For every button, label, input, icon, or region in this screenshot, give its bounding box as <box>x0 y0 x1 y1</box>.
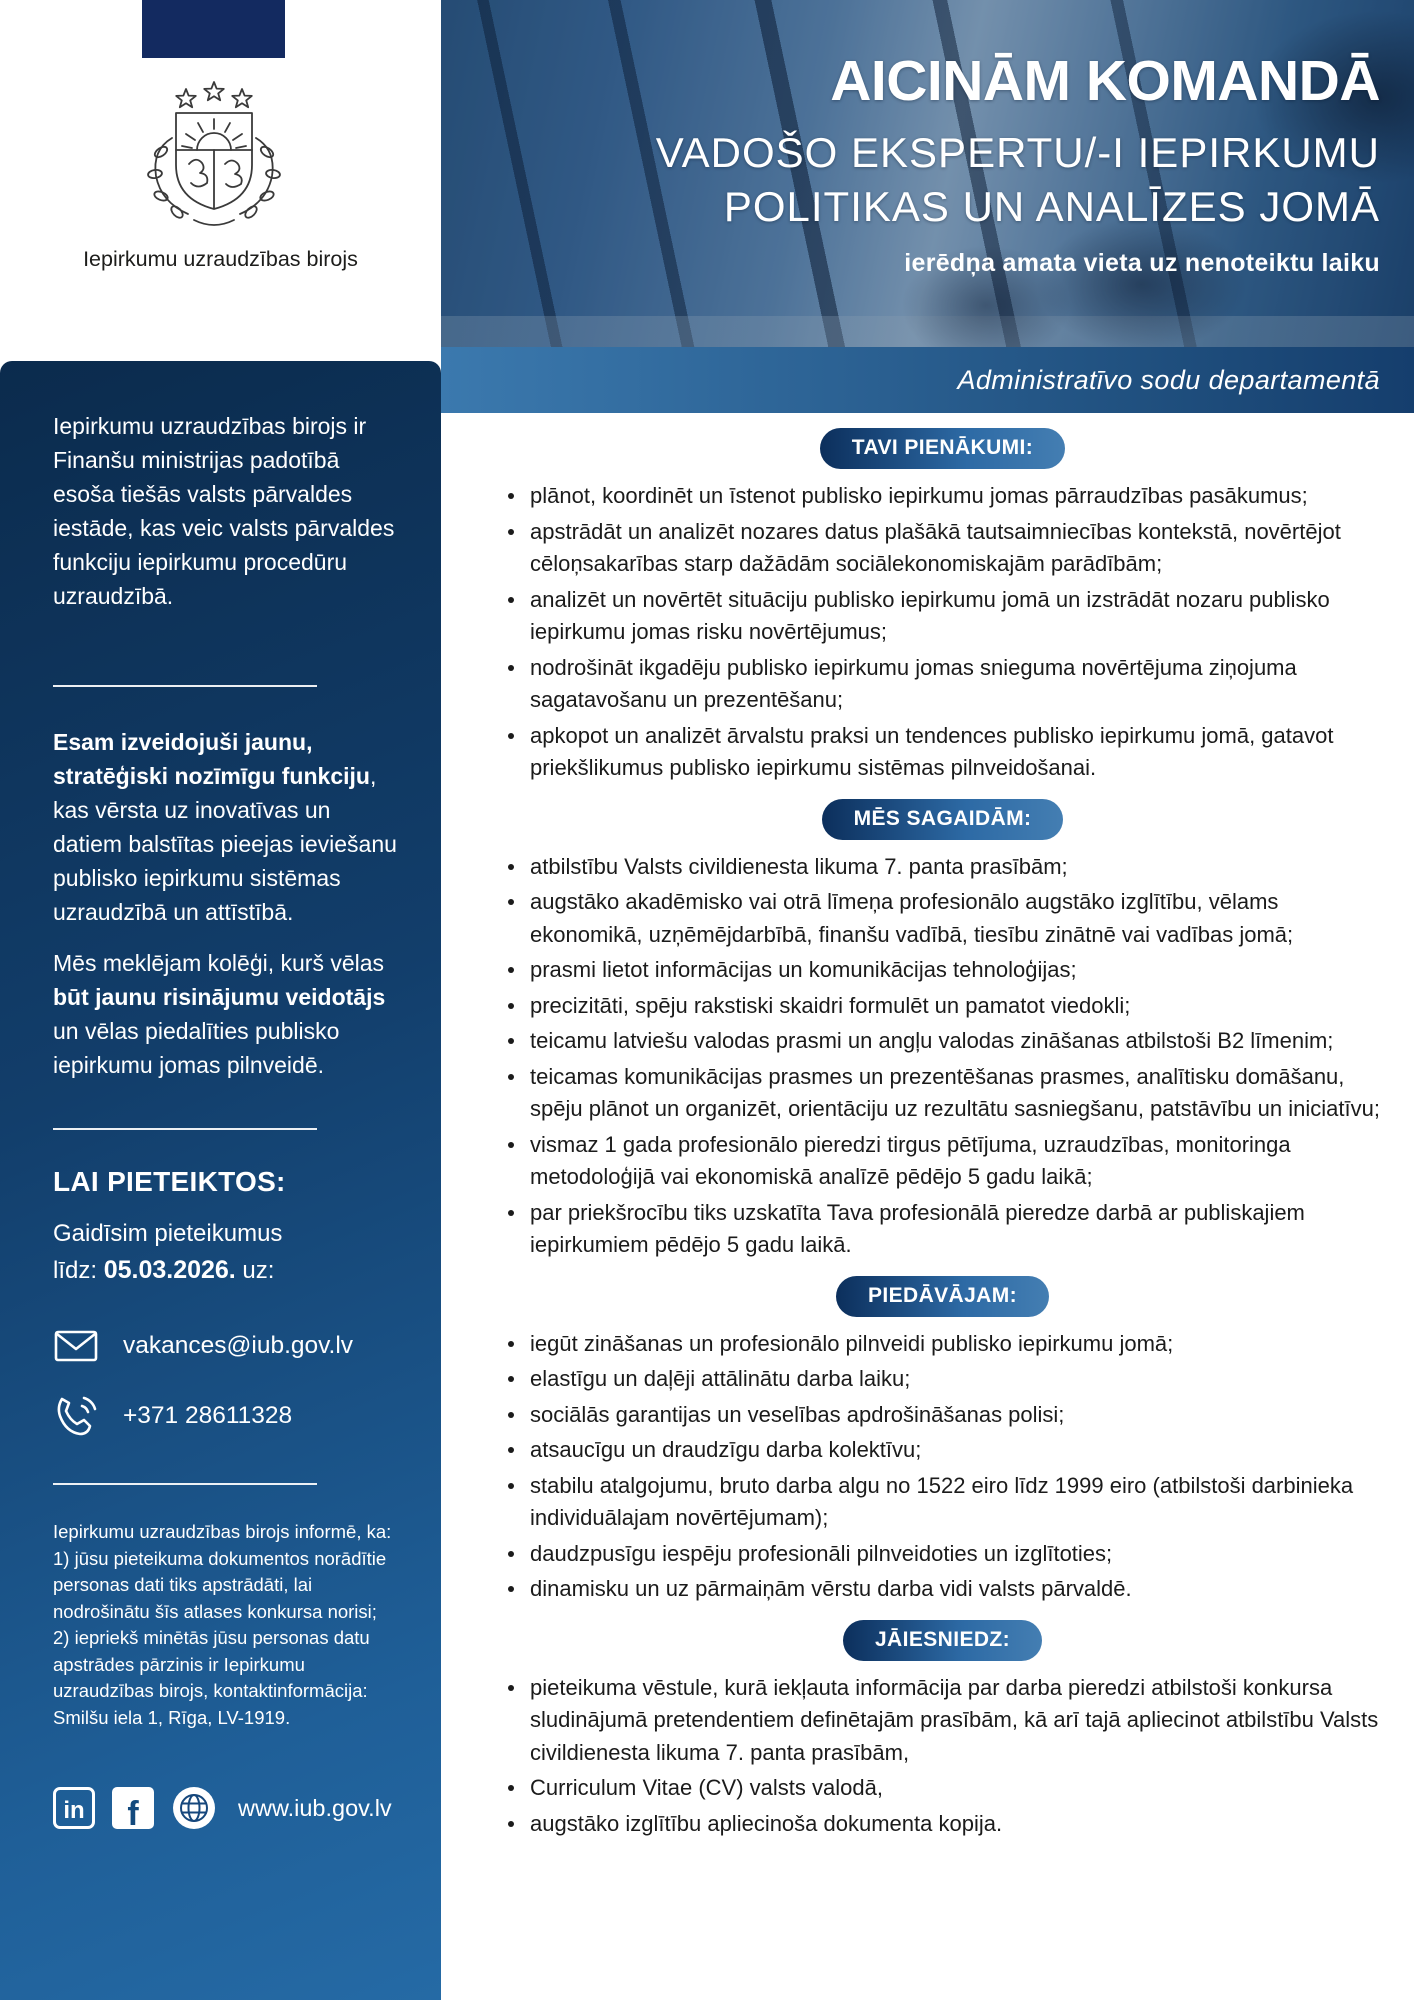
divider <box>53 1128 317 1130</box>
list-item: daudzpusīgu iespēju profesionāli pilnveidoties un izglītoties; <box>499 1538 1383 1571</box>
sidebar <box>0 361 441 2000</box>
apply-line1: Gaidīsim pieteikumus <box>53 1220 283 1247</box>
list-item: augstāko akadēmisko vai otrā līmeņa profesionālo augstāko izglītību, vēlams ekonomikā, uzņēmējdarbībā, finanšu vadībā, tiesību zinātnē vai vadības jomā; <box>499 886 1383 951</box>
list-item: teicamu latviešu valodas prasmi un angļu valodas zināšanas atbilstoši B2 līmenim; <box>499 1025 1383 1058</box>
department-name: Administratīvo sodu departamentā <box>957 364 1380 395</box>
email-row <box>53 1323 397 1369</box>
section-badge-expectations: MĒS SAGAIDĀM: <box>822 799 1064 840</box>
list-item: elastīgu un daļēji attālinātu darba laiku; <box>499 1363 1383 1396</box>
list-item: stabilu atalgojumu, bruto darba algu no 1522 eiro līdz 1999 eiro (atbilstoši darbinieka individuālajam novērtējumam); <box>499 1470 1383 1535</box>
list-item: atbilstību Valsts civildienesta likuma 7. panta prasībām; <box>499 851 1383 884</box>
section-duties <box>499 428 1386 469</box>
apply-heading: LAI PIETEIKTOS: <box>53 1166 286 1197</box>
list-item: sociālās garantijas un veselības apdrošināšanas polisi; <box>499 1399 1383 1432</box>
list-item: apkopot un analizēt ārvalstu praksi un tendences publisko iepirkumu jomā, gatavot priekšlikumus publisko iepirkumu sistēmas pilnveidošanai. <box>499 720 1383 785</box>
list-item: Curriculum Vitae (CV) valsts valodā, <box>499 1772 1383 1805</box>
logo-area <box>0 0 441 361</box>
list-item: dinamisku un uz pārmaiņām vērstu darba vidi valsts pārvaldē. <box>499 1573 1383 1606</box>
seek-bold-text: būt jaunu risinājumu veidotājs <box>53 984 386 1010</box>
list-item: prasmi lietot informācijas un komunikācijas tehnoloģijas; <box>499 954 1383 987</box>
hero-note: ierēdņa amata vieta uz nenoteiktu laiku <box>904 249 1380 277</box>
divider <box>53 1483 317 1485</box>
list-item: iegūt zināšanas un profesionālo pilnveidi publisko iepirkumu jomā; <box>499 1328 1383 1361</box>
seek-rest-text: un vēlas piedalīties publisko iepirkumu jomas pilnveidē. <box>53 1018 340 1078</box>
section-expectations <box>499 799 1386 840</box>
main-content <box>441 413 1414 2000</box>
section-badge-documents: JĀIESNIEDZ: <box>843 1620 1042 1661</box>
list-item: nodrošināt ikgadēju publisko iepirkumu jomas snieguma novērtējuma ziņojuma sagatavošanu un prezentēšanu; <box>499 652 1383 717</box>
org-name: Iepirkumu uzraudzības birojs <box>83 247 358 271</box>
mission-bold-text: Esam izveidojuši jaunu, stratēģiski nozīmīgu funkciju <box>53 729 370 789</box>
list-item: plānot, koordinēt un īstenot publisko iepirkumu jomas pārraudzības pasākumus; <box>499 480 1383 513</box>
globe-icon[interactable] <box>171 1785 217 1831</box>
apply-deadline <box>53 1216 397 1289</box>
email-address[interactable]: vakances@iub.gov.lv <box>123 1332 354 1359</box>
phone-icon <box>53 1393 99 1439</box>
privacy-item-1: 1) jūsu pieteikuma dokumentos norādītie personas dati tiks apstrādāti, lai nodrošinātu šīs atlases konkursa norisi; <box>53 1547 387 1622</box>
website-link[interactable]: www.iub.gov.lv <box>238 1794 392 1821</box>
list-item: vismaz 1 gada profesionālo pieredzi tirgus pētījuma, uzraudzības, monitoringa metodoloģijā vai ekonomiskā analīzē pēdējo 5 gadu laikā; <box>499 1129 1383 1194</box>
right-column <box>441 0 1414 2000</box>
phone-row <box>53 1393 397 1439</box>
list-item: par priekšrocību tiks uzskatīta Tava profesionālā pieredze darbā ar publiskajiem iepirkumiem pēdējo 5 gadu laikā. <box>499 1197 1383 1262</box>
list-item: pieteikuma vēstule, kurā iekļauta informācija par darba pieredzi atbilstoši konkursa sludinājumā pretendentiem definētajām prasībām, kā arī tajā apliecinot atbilstību Valsts civildienesta likuma 7. panta prasībām, <box>499 1672 1383 1770</box>
seek-paragraph <box>53 946 397 1082</box>
facebook-icon[interactable]: f <box>112 1787 154 1829</box>
section-documents <box>499 1620 1386 1661</box>
mission-paragraph <box>53 725 397 929</box>
section-offer <box>499 1276 1386 1317</box>
hero-title: AICINĀM KOMANDĀ <box>830 49 1380 113</box>
hero-subtitle-line2: POLITIKAS UN ANALĪZES JOMĀ <box>723 183 1380 230</box>
seek-pre-text: Mēs meklējam kolēģi, kurš vēlas <box>53 950 385 976</box>
apply-date: 05.03.2026. <box>103 1256 236 1284</box>
list-item: atsaucīgu un draudzīgu darba kolektīvu; <box>499 1434 1383 1467</box>
privacy-item-2: 2) iepriekš minētās jūsu personas datu apstrādes pārzinis ir Iepirkumu uzraudzības birojs, kontaktinformācija: Smilšu iela 1, Rīga, LV-1919. <box>53 1627 370 1728</box>
department-band <box>441 347 1414 413</box>
list-item: teicamas komunikācijas prasmes un prezentēšanas prasmes, analītisku domāšanu, spēju plānot un organizēt, orientāciju uz rezultātu sasniegšanu, patstāvību un iniciatīvu; <box>499 1061 1383 1126</box>
hero-subtitle-line1: VADOŠO EKSPERTU/-I IEPIRKUMU <box>655 129 1380 176</box>
list-item: precizitāti, spēju rakstiski skaidri formulēt un pamatot viedokli; <box>499 990 1383 1023</box>
list-item: apstrādāt un analizēt nozares datus plašākā tautsaimniecības kontekstā, novērtējot cēloņsakarības starp dažādām sociālekonomiskajām parādībām; <box>499 516 1383 581</box>
expectations-list <box>499 851 1383 1262</box>
section-badge-offer: PIEDĀVĀJAM: <box>836 1276 1049 1317</box>
navy-flag-rect <box>142 0 285 58</box>
divider <box>53 685 317 687</box>
social-row <box>53 1785 397 1831</box>
left-column <box>0 0 441 2000</box>
about-paragraph: Iepirkumu uzraudzības birojs ir Finanšu ministrijas padotībā esoša tiešās valsts pārvaldes iestāde, kas veic valsts pārvaldes funkciju iepirkumu procedūru uzraudzībā. <box>53 413 395 609</box>
hero-photo-header <box>441 0 1414 347</box>
section-badge-duties: TAVI PIENĀKUMI: <box>820 428 1065 469</box>
hero-text-block <box>656 48 1380 278</box>
list-item: analizēt un novērtēt situāciju publisko iepirkumu jomā un izstrādāt nozaru publisko iepirkumu jomas risku novērtējumus; <box>499 584 1383 649</box>
phone-number[interactable]: +371 28611328 <box>123 1402 293 1429</box>
privacy-intro: Iepirkumu uzraudzības birojs informē, ka: <box>53 1521 392 1542</box>
privacy-note <box>53 1519 397 1731</box>
offer-list <box>499 1328 1383 1606</box>
documents-list <box>499 1672 1383 1841</box>
apply-line2-post: uz: <box>235 1257 275 1284</box>
envelope-icon <box>53 1323 99 1369</box>
latvia-coat-of-arms-icon <box>139 80 289 240</box>
mission-rest-text: , kas vērsta uz inovatīvas un datiem balstītas pieejas ieviešanu publisko iepirkumu sistēmas uzraudzībā un attīstībā. <box>53 763 397 925</box>
hero-subtitle <box>656 126 1380 234</box>
duties-list <box>499 480 1383 785</box>
apply-line2-pre: līdz: <box>53 1257 104 1284</box>
linkedin-icon[interactable]: in <box>53 1787 95 1829</box>
list-item: augstāko izglītību apliecinoša dokumenta kopija. <box>499 1808 1383 1841</box>
